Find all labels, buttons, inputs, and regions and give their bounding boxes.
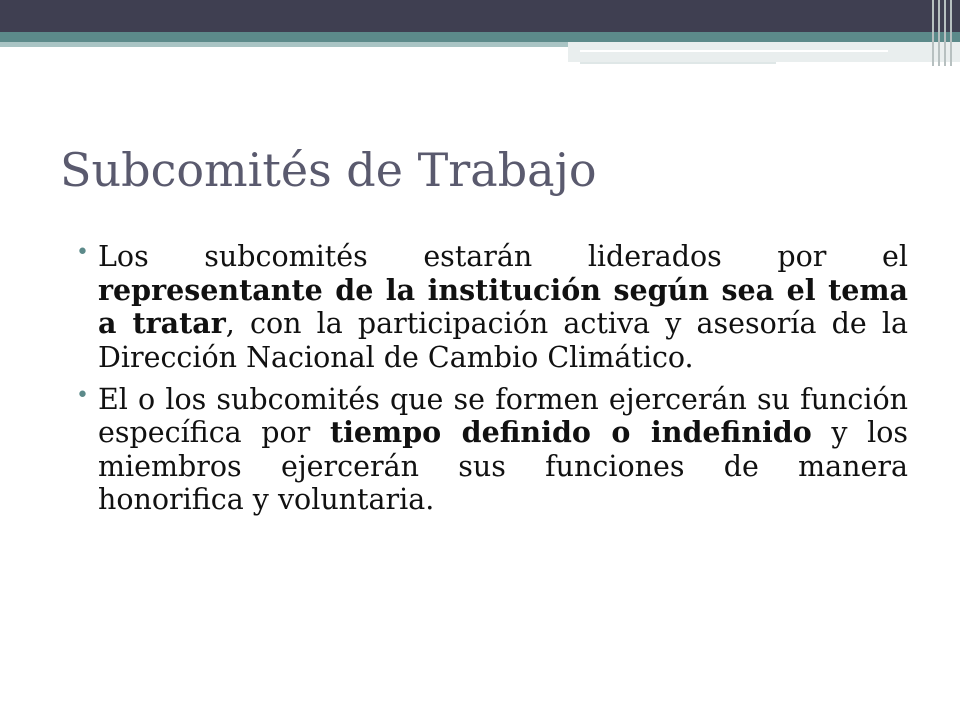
header-bar bbox=[0, 0, 960, 32]
rail bbox=[944, 0, 946, 66]
bullet-icon: • bbox=[76, 240, 89, 265]
bullet-text-bold: tiempo definido o indefinido bbox=[329, 415, 812, 450]
header-accent-line bbox=[580, 50, 888, 52]
header-accent-line bbox=[580, 62, 776, 64]
bullet-text: , con la participación activa y asesoría de la Dirección Nacional de Cambio Climático. bbox=[98, 307, 909, 374]
header-accent-strip bbox=[568, 42, 960, 62]
slide-content bbox=[76, 240, 908, 525]
bullet-text-bold: representante de la institución según sea el tema a tratar bbox=[98, 272, 908, 341]
bullet-text: El o los subcomités que se formen ejercerán su función específica por bbox=[98, 382, 908, 450]
bullet-item bbox=[76, 383, 908, 518]
bullet-text: Los subcomités estarán liderados por el bbox=[98, 240, 908, 273]
rail bbox=[938, 0, 940, 66]
bullet-text: y los miembros ejercerán sus funciones de manera honorifica y voluntaria. bbox=[98, 416, 908, 517]
bullet-item bbox=[76, 240, 908, 375]
rail bbox=[950, 0, 952, 66]
bullet-icon: • bbox=[76, 382, 89, 408]
decorative-rails bbox=[928, 0, 960, 66]
header-accent-band bbox=[0, 32, 960, 42]
slide-title: Subcomités de Trabajo bbox=[60, 143, 597, 197]
rail bbox=[932, 0, 934, 66]
